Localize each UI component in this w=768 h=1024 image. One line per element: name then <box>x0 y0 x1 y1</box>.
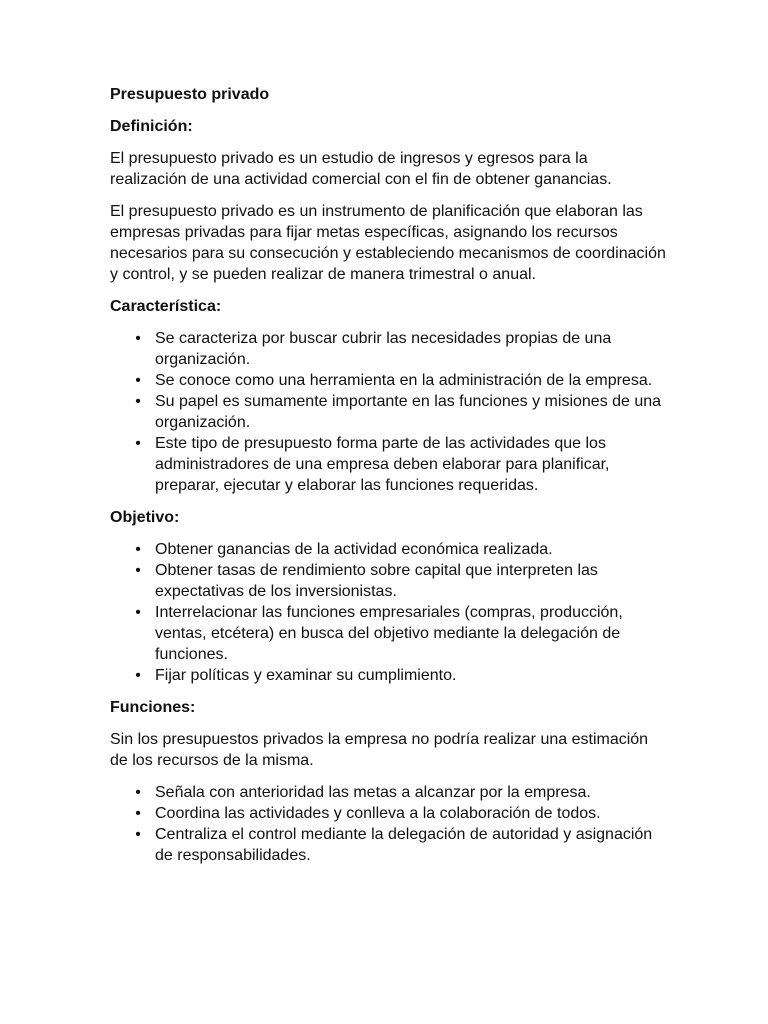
list-item <box>110 433 668 496</box>
funciones-paragraph: Sin los presupuestos privados la empresa no podría realizar una estimación de los recursos de la misma. <box>110 731 649 769</box>
list-item <box>110 539 668 560</box>
heading-objetivo: Objetivo: <box>110 509 180 526</box>
list-item-text: Este tipo de presupuesto forma parte de las actividades que los administradores de una empresa deben elaborar para planificar, preparar, ejecutar y elaborar las funciones requeridas. <box>155 435 610 494</box>
list-item <box>110 602 668 665</box>
bullet-icon: • <box>135 604 141 621</box>
list-item-text: Interrelacionar las funciones empresariales (compras, producción, ventas, etcétera) en busca del objetivo mediante la delegación de funciones. <box>155 604 623 663</box>
list-item-text: Fijar políticas y examinar su cumplimiento. <box>155 667 457 684</box>
bullet-icon: • <box>135 435 141 452</box>
definicion-paragraph-2: El presupuesto privado es un instrumento de planificación que elaboran las empresas privadas para fijar metas específicas, asignando los recursos necesarios para su consecución y estableciendo mecanismos de coordinación y control, y se pueden realizar de manera trimestral o anual. <box>110 203 666 283</box>
bullet-icon: • <box>135 372 141 389</box>
document-title: Presupuesto privado <box>110 86 270 103</box>
bullet-icon: • <box>135 393 141 410</box>
list-item-text: Obtener tasas de rendimiento sobre capital que interpreten las expectativas de los inversionistas. <box>155 562 598 600</box>
caracteristica-list <box>110 328 668 496</box>
bullet-icon: • <box>135 826 141 843</box>
heading-funciones: Funciones: <box>110 699 196 716</box>
bullet-icon: • <box>135 805 141 822</box>
list-item-text: Centraliza el control mediante la delegación de autoridad y asignación de responsabilidades. <box>155 826 653 864</box>
list-item-text: Señala con anterioridad las metas a alcanzar por la empresa. <box>155 784 591 801</box>
list-item <box>110 328 668 370</box>
list-item <box>110 782 668 803</box>
objetivo-list <box>110 539 668 686</box>
bullet-icon: • <box>135 562 141 579</box>
funciones-list <box>110 782 668 866</box>
list-item <box>110 803 668 824</box>
bullet-icon: • <box>135 541 141 558</box>
bullet-icon: • <box>135 784 141 801</box>
list-item <box>110 824 668 866</box>
list-item-text: Coordina las actividades y conlleva a la colaboración de todos. <box>155 805 601 822</box>
list-item <box>110 560 668 602</box>
list-item-text: Obtener ganancias de la actividad económica realizada. <box>155 541 553 558</box>
definicion-paragraph-1: El presupuesto privado es un estudio de ingresos y egresos para la realización de una actividad comercial con el fin de obtener ganancias. <box>110 150 612 188</box>
list-item <box>110 391 668 433</box>
list-item-text: Su papel es sumamente importante en las funciones y misiones de una organización. <box>155 393 662 431</box>
bullet-icon: • <box>135 330 141 347</box>
list-item-text: Se caracteriza por buscar cubrir las necesidades propias de una organización. <box>155 330 612 368</box>
bullet-icon: • <box>135 667 141 684</box>
heading-caracteristica: Característica: <box>110 298 222 315</box>
list-item <box>110 665 668 686</box>
list-item-text: Se conoce como una herramienta en la administración de la empresa. <box>155 372 653 389</box>
heading-definicion: Definición: <box>110 118 193 135</box>
list-item <box>110 370 668 391</box>
